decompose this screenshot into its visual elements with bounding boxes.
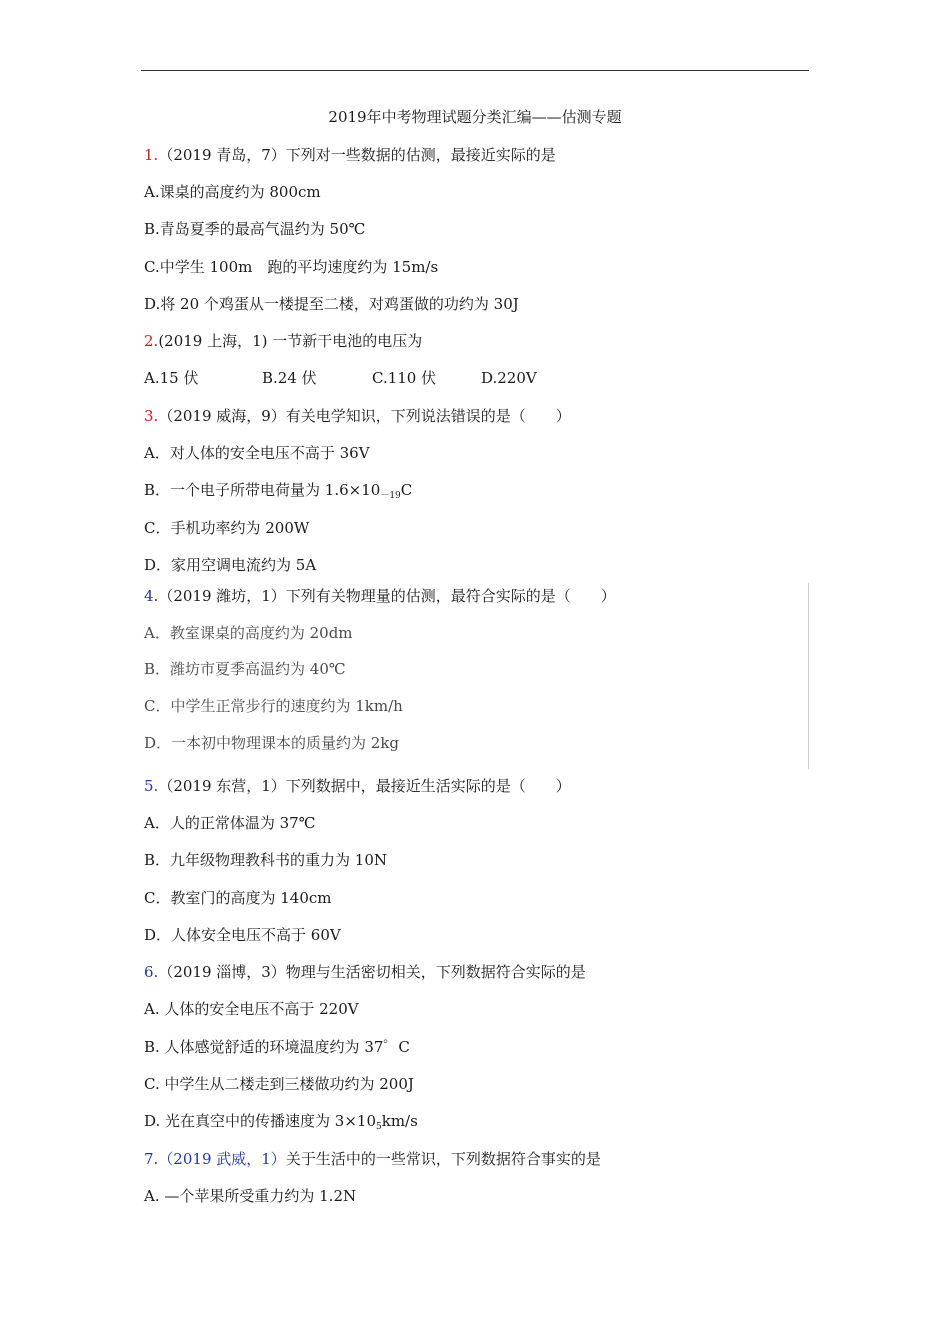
question-text: （2019 淄博，3）物理与生活密切相关，下列数据符合实际的是 bbox=[158, 963, 586, 981]
option-text: D. 光在真空中的传播速度为 3×10 bbox=[144, 1112, 376, 1130]
question-3-option-c: C．手机功率约为 200W bbox=[144, 519, 310, 537]
question-4-option-d: D．一本初中物理课本的质量约为 2kg bbox=[144, 734, 400, 752]
option-a: A.15 伏 bbox=[144, 369, 199, 387]
question-text: （2019 东营，1）下列数据中，最接近生活实际的是（ ） bbox=[158, 777, 571, 795]
question-5-option-b: B．九年级物理教科书的重力为 10N bbox=[144, 851, 388, 869]
question-5-option-c: C．教室门的高度为 140cm bbox=[144, 889, 332, 907]
question-number: 6. bbox=[144, 963, 159, 981]
question-4-stem bbox=[144, 586, 616, 606]
question-1-stem bbox=[144, 145, 556, 165]
question-1-option-d: D.将 20 个鸡蛋从一楼提至二楼，对鸡蛋做的功约为 30J bbox=[144, 295, 519, 313]
question-text: （2019 威海，9）有关电学知识，下列说法错误的是（ ） bbox=[158, 407, 571, 425]
header-rule bbox=[141, 70, 809, 71]
exponent: －19 bbox=[380, 491, 401, 501]
question-number: 4. bbox=[144, 587, 159, 605]
question-4-option-c: C．中学生正常步行的速度约为 1km/h bbox=[144, 697, 403, 715]
question-6-option-d bbox=[144, 1111, 418, 1134]
option-text: B．一个电子所带电荷量为 1.6×10 bbox=[144, 481, 381, 499]
question-3-option-d: D．家用空调电流约为 5A bbox=[144, 556, 317, 574]
question-6-option-b: B. 人体感觉舒适的环境温度约为 37゜C bbox=[144, 1038, 410, 1056]
question-text: (2019 上海，1) 一节新干电池的电压为 bbox=[158, 332, 423, 350]
question-text: 关于生活中的一些常识，下列数据符合事实的是 bbox=[285, 1150, 601, 1168]
question-2-stem bbox=[144, 331, 422, 351]
question-3-option-a: A．对人体的安全电压不高于 36V bbox=[144, 444, 370, 462]
question-3-stem bbox=[144, 406, 571, 426]
question-4-option-a: A．教室课桌的高度约为 20dm bbox=[144, 624, 353, 642]
question-2-options bbox=[144, 368, 537, 388]
question-number: 5. bbox=[144, 777, 159, 795]
question-text: （2019 青岛，7）下列对一些数据的估测，最接近实际的是 bbox=[158, 146, 556, 164]
question-4-option-b: B．潍坊市夏季高温约为 40℃ bbox=[144, 660, 346, 678]
question-1-option-b: B.青岛夏季的最高气温约为 50℃ bbox=[144, 220, 366, 238]
question-number: 3. bbox=[144, 407, 159, 425]
question-number: 1. bbox=[144, 146, 159, 164]
question-source: 7.（2019 武威，1） bbox=[144, 1150, 286, 1168]
question-number: 2. bbox=[144, 332, 159, 350]
option-c: C.110 伏 bbox=[372, 369, 437, 387]
question-6-option-a: A. 人体的安全电压不高于 220V bbox=[144, 1000, 359, 1018]
margin-bar bbox=[808, 583, 809, 769]
option-unit: C bbox=[400, 481, 413, 499]
question-5-stem bbox=[144, 776, 571, 796]
question-1-option-a: A.课桌的高度约为 800cm bbox=[144, 183, 321, 201]
question-3-option-b bbox=[144, 480, 412, 503]
question-1-option-c: C.中学生 100m 跑的平均速度约为 15m/s bbox=[144, 258, 439, 276]
question-5-option-d: D．人体安全电压不高于 60V bbox=[144, 926, 341, 944]
option-b: B.24 伏 bbox=[262, 369, 317, 387]
option-unit: km/s bbox=[381, 1112, 418, 1130]
question-5-option-a: A．人的正常体温为 37℃ bbox=[144, 814, 316, 832]
question-7-stem bbox=[144, 1149, 601, 1169]
question-6-stem bbox=[144, 962, 586, 982]
question-7-option-a: A. —个苹果所受重力约为 1.2N bbox=[144, 1187, 357, 1205]
page-title: 2019年中考物理试题分类汇编——估测专题 bbox=[328, 108, 622, 126]
exponent: 5 bbox=[376, 1122, 382, 1132]
option-d: D.220V bbox=[481, 369, 537, 387]
question-6-option-c: C. 中学生从二楼走到三楼做功约为 200J bbox=[144, 1075, 414, 1093]
question-text: （2019 潍坊，1）下列有关物理量的估测，最符合实际的是（ ） bbox=[158, 587, 616, 605]
